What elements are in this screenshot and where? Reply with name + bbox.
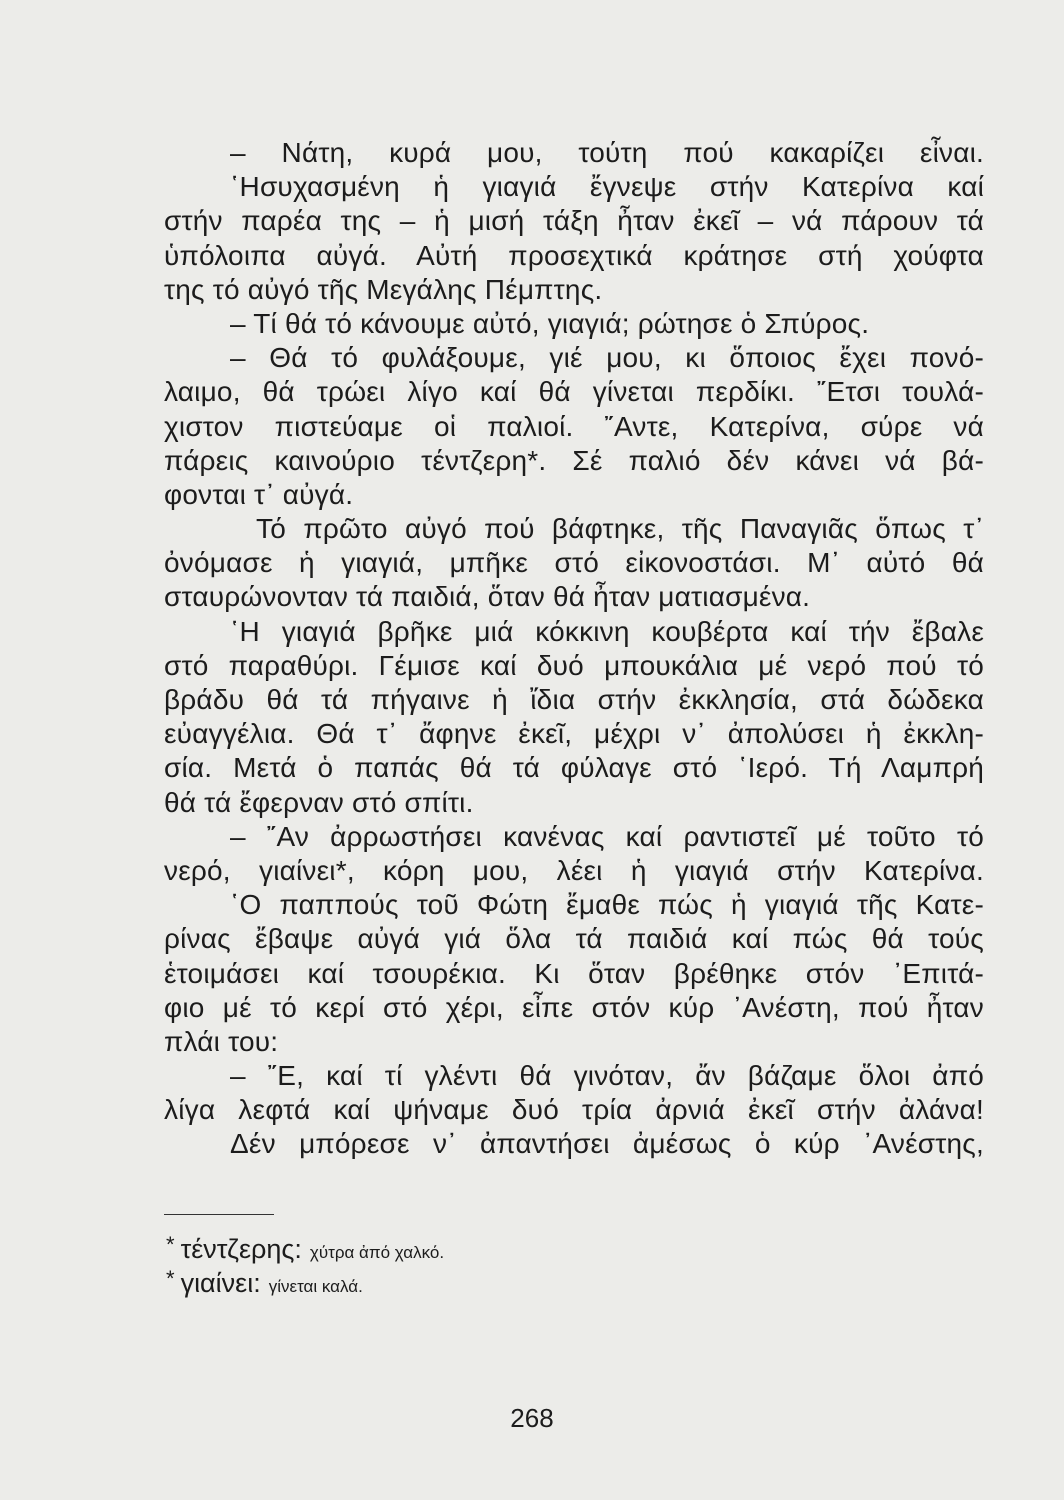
footnote-mark: * — [166, 1266, 175, 1291]
text-line: – Θά τό φυλάξουμε, γιέ μου, κι ὅποιος ἔχει πονό- — [230, 342, 984, 374]
text-line: φιο μέ τό κερί στό χέρι, εἶπε στόν κύρ ᾿Ανέστη, πού ἦταν — [164, 991, 984, 1023]
text-line: σταυρώνονταν τά παιδιά, ὅταν θά ἦταν ματιασμένα. — [164, 581, 811, 613]
text-line: – Νάτη, κυρά μου, τούτη πού κακαρίζει εἶναι. — [230, 137, 984, 168]
text-line: βράδυ θά τά πήγαινε ἡ ἴδια στήν ἐκκλησία, στά δώδεκα — [164, 684, 984, 715]
text-line: πάρεις καινούριο τέντζερη*. Σέ παλιό δέν κάνει νά βά- — [164, 444, 984, 476]
footnote-definition: χύτρα ἀπό χαλκό. — [309, 1243, 445, 1262]
footnote-divider — [164, 1214, 274, 1215]
footnote-term: γιαίνει: — [180, 1268, 261, 1298]
text-line: Τό πρῶτο αὐγό πού βάφτηκε, τῆς Παναγιᾶς ὅπως τ᾿ — [256, 513, 984, 545]
text-line: θά τά ἔφερναν στό σπίτι. — [164, 786, 474, 818]
text-line: λαιμο, θά τρώει λίγο καί θά γίνεται περδίκι. ῎Ετσι τουλά- — [164, 376, 984, 408]
body-text — [164, 136, 984, 1162]
text-line: – ῎Αν ἀρρωστήσει κανένας καί ραντιστεῖ μέ τοῦτο τό — [230, 820, 984, 852]
text-line: ὑπόλοιπα αὐγά. Αὐτή προσεχτικά κράτησε στή χούφτα — [164, 239, 984, 271]
text-line: ῾Ο παππούς τοῦ Φώτη ἔμαθε πώς ἡ γιαγιά τῆς Κατε- — [230, 889, 984, 921]
text-line: εὐαγγέλια. Θά τ᾿ ἄφηνε ἐκεῖ, μέχρι ν᾿ ἀπολύσει ἡ ἐκκλη- — [164, 718, 984, 750]
text-line: πλάι του: — [164, 1025, 279, 1057]
text-line: λίγα λεφτά καί ψήναμε δυό τρία ἀρνιά ἐκεῖ στήν ἀλάνα! — [164, 1094, 984, 1126]
text-line: φονται τ᾿ αὐγά. — [164, 478, 354, 510]
text-line: σία. Μετά ὁ παπάς θά τά φύλαγε στό ῾Ιερό. Τή Λαμπρή — [164, 752, 984, 784]
text-line: ἑτοιμάσει καί τσουρέκια. Κι ὅταν βρέθηκε στόν ᾿Επιτά- — [164, 957, 984, 989]
text-line: – ῎Ε, καί τί γλέντι θά γινόταν, ἄν βάζαμε ὅλοι ἀπό — [230, 1060, 984, 1092]
footnote-item — [166, 1266, 444, 1300]
text-line: στό παραθύρι. Γέμισε καί δυό μπουκάλια μέ νερό πού τό — [164, 649, 984, 681]
footnotes — [166, 1232, 444, 1300]
text-line: – Τί θά τό κάνουμε αὐτό, γιαγιά; ρώτησε ὁ Σπύρος. — [230, 307, 870, 339]
text-line: νερό, γιαίνει*, κόρη μου, λέει ἡ γιαγιά στήν Κατερίνα. — [164, 854, 984, 886]
footnote-definition: γίνεται καλά. — [268, 1277, 363, 1296]
text-line: χιστον πιστεύαμε οἱ παλιοί. ῎Αντε, Κατερίνα, σύρε νά — [164, 410, 984, 442]
footnote-mark: * — [166, 1232, 175, 1257]
text-line: στήν παρέα της – ἡ μισή τάξη ἦταν ἐκεῖ – νά πάρουν τά — [164, 205, 984, 237]
footnote-item — [166, 1232, 444, 1266]
text-line: ὀνόμασε ἡ γιαγιά, μπῆκε στό εἰκονοστάσι. Μ᾿ αὐτό θά — [164, 547, 984, 579]
text-line: της τό αὐγό τῆς Μεγάλης Πέμπτης. — [164, 273, 603, 305]
footnote-term: τέντζερης: — [180, 1234, 302, 1264]
page-number: 268 — [510, 1403, 554, 1433]
text-line: Δέν μπόρεσε ν᾿ ἀπαντήσει ἀμέσως ὁ κύρ ᾿Ανέστης, — [230, 1128, 984, 1160]
text-line: ῾Ησυχασμένη ἡ γιαγιά ἔγνεψε στήν Κατερίνα καί — [230, 171, 984, 203]
text-line: ῾Η γιαγιά βρῆκε μιά κόκκινη κουβέρτα καί τήν ἔβαλε — [230, 615, 984, 647]
text-line: ρίνας ἔβαψε αὐγά γιά ὅλα τά παιδιά καί πώς θά τούς — [164, 923, 984, 955]
